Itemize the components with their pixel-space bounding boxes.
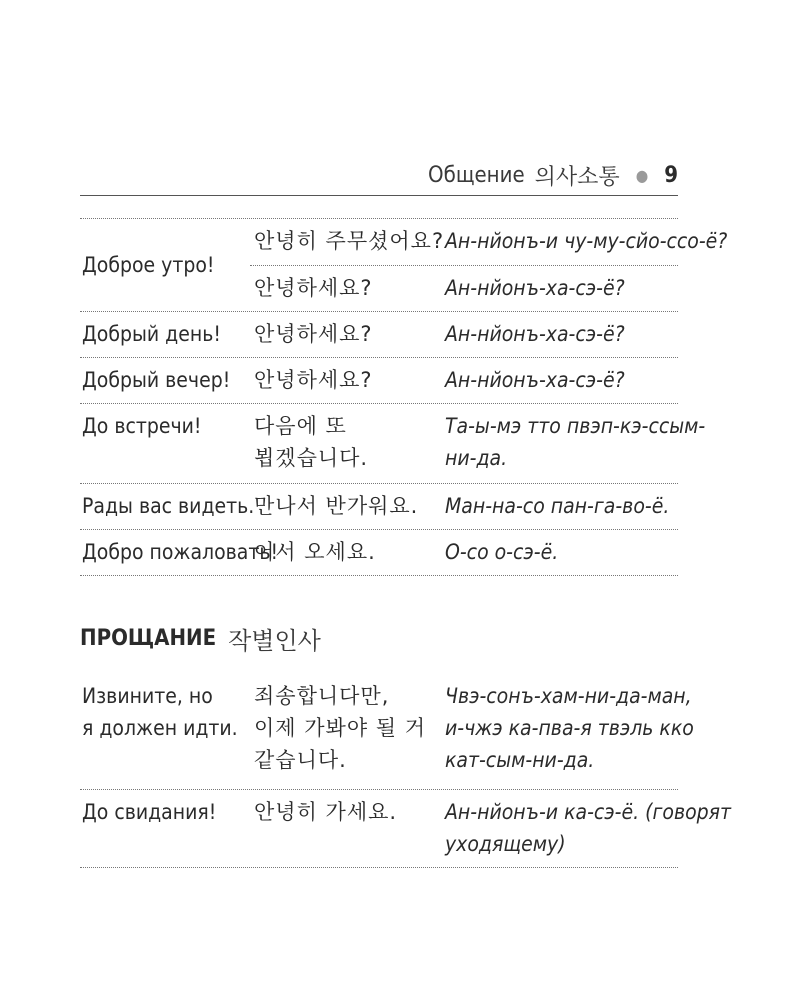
phrase-ru: До встречи!	[82, 414, 202, 438]
phrase-ko: 뵙겠습니다.	[254, 446, 369, 470]
table-row	[80, 358, 678, 404]
phrase-ru: Добрый вечер!	[82, 368, 231, 392]
phrase-ru: я должен идти.	[82, 716, 238, 740]
phrase-ru: Добрый день!	[82, 322, 221, 346]
header-section-ru: Общение	[428, 162, 525, 188]
phrase-ko: 같습니다.	[254, 748, 347, 772]
phrase-transcription: Чвэ-сонъ-хам-ни-да-ман,	[445, 684, 692, 708]
phrase-ko: 이제 가봐야 될 거	[254, 716, 427, 740]
subrow-divider	[250, 265, 678, 266]
phrase-transcription: Та-ы-мэ тто пвэп-кэ-ссым-	[445, 414, 706, 438]
phrase-transcription: Ан-нйонъ-ха-сэ-ё?	[445, 322, 625, 346]
phrase-transcription: Ан-нйонъ-ха-сэ-ё?	[445, 368, 625, 392]
phrase-transcription: ни-да.	[445, 446, 508, 470]
phrase-transcription: кат-сым-ни-да.	[445, 748, 595, 772]
phrase-ko: 안녕히 가세요.	[254, 800, 398, 824]
phrase-transcription: и-чжэ ка-пва-я твэль ккo	[445, 716, 694, 740]
table-row	[80, 484, 678, 530]
greetings-table	[80, 218, 728, 576]
phrase-ko: 안녕하세요?	[254, 276, 373, 300]
phrase-transcription: Ан-нйонъ-ха-сэ-ё?	[445, 276, 625, 300]
phrase-ru: Извините, но	[82, 684, 213, 708]
header-section-ko: 의사소통	[534, 164, 620, 190]
page-header	[80, 158, 678, 192]
phrase-transcription: Ан-нйонъ-и ка-сэ-ё. (говорят	[445, 800, 731, 824]
phrase-ko: 다음에 또	[254, 414, 347, 438]
phrase-ru: Доброе утро!	[82, 253, 215, 277]
table-row	[80, 312, 678, 358]
header-rule	[80, 195, 678, 196]
phrase-ru: Рады вас видеть.	[82, 494, 255, 518]
section-title-ko: 작별인사	[228, 626, 321, 655]
phrase-ko: 안녕히 주무셨어요?	[254, 229, 445, 253]
phrase-transcription: Ман-на-со пан-га-во-ё.	[445, 494, 670, 518]
section-title	[80, 618, 321, 658]
table-row	[80, 790, 731, 868]
bullet-icon: ●	[635, 165, 649, 185]
phrase-transcription: Ан-нйонъ-и чу-му-сйо-ссо-ё?	[445, 229, 728, 253]
phrase-ru: Добро пожаловать!	[82, 540, 279, 564]
table-row	[80, 676, 694, 790]
phrase-ko: 만나서 반가워요.	[254, 494, 419, 518]
phrase-ko: 안녕하세요?	[254, 322, 373, 346]
phrase-ru: До свидания!	[82, 800, 217, 824]
phrase-transcription: уходящему)	[445, 832, 566, 856]
phrase-ko: 어서 오세요.	[254, 540, 376, 564]
page-number: 9	[664, 162, 678, 188]
table-row	[80, 530, 678, 576]
phrase-ko: 죄송합니다만,	[254, 684, 390, 708]
farewells-table	[80, 676, 731, 868]
section-title-ru: ПРОЩАНИЕ	[80, 625, 217, 651]
table-row	[80, 404, 706, 484]
table-row	[80, 218, 728, 312]
phrase-ko: 안녕하세요?	[254, 368, 373, 392]
phrase-transcription: О-со о-сэ-ё.	[445, 540, 559, 564]
